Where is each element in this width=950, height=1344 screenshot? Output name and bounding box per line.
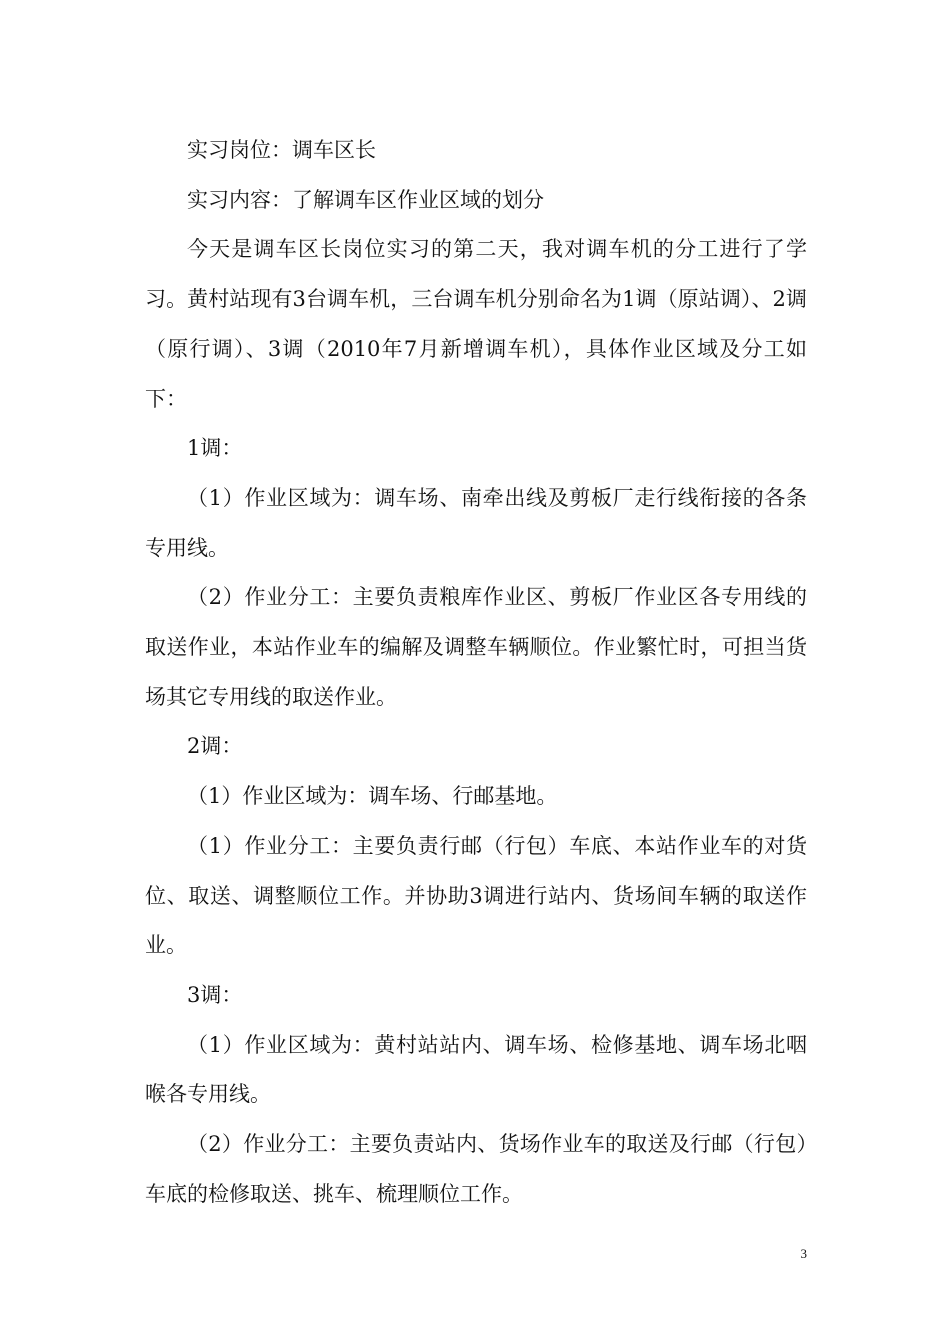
page-number: 3 [800, 1246, 807, 1261]
section-heading-3: 3调： [187, 982, 243, 1007]
section-1-item-1: （1）作业区域为：调车场、南牵出线及剪板厂走行线衔接的各条专用线。 [145, 485, 807, 560]
document-body [145, 126, 807, 1219]
section-2-item-2: （1）作业分工：主要负责行邮（行包）车底、本站作业车的对货位、取送、调整顺位工作。并协助3调进行站内、货场间车辆的取送作业。 [145, 833, 807, 958]
internship-position: 实习岗位：调车区长 [187, 138, 376, 162]
section-3-item-1: （1）作业区域为：黄村站站内、调车场、检修基地、调车场北咽喉各专用线。 [145, 1032, 807, 1107]
section-1-item-2: （2）作业分工：主要负责粮库作业区、剪板厂作业区各专用线的取送作业，本站作业车的编解及调整车辆顺位。作业繁忙时，可担当货场其它专用线的取送作业。 [145, 585, 807, 709]
internship-content: 实习内容：了解调车区作业区域的划分 [187, 187, 544, 212]
section-heading-1: 1调： [187, 436, 243, 461]
section-2-item-1: （1）作业区域为：调车场、行邮基地。 [187, 784, 558, 809]
section-heading-2: 2调： [187, 734, 243, 759]
section-3-item-2: （2）作业分工：主要负责站内、货场作业车的取送及行邮（行包）车底的检修取送、挑车、梳理顺位工作。 [145, 1132, 807, 1206]
intro-paragraph: 今天是调车区长岗位实习的第二天，我对调车机的分工进行了学习。黄村站现有3台调车机，三台调车机分别命名为1调（原站调）、2调（原行调）、3调（2010年7月新增调车机），具体作业区域及分工如下： [145, 237, 807, 411]
